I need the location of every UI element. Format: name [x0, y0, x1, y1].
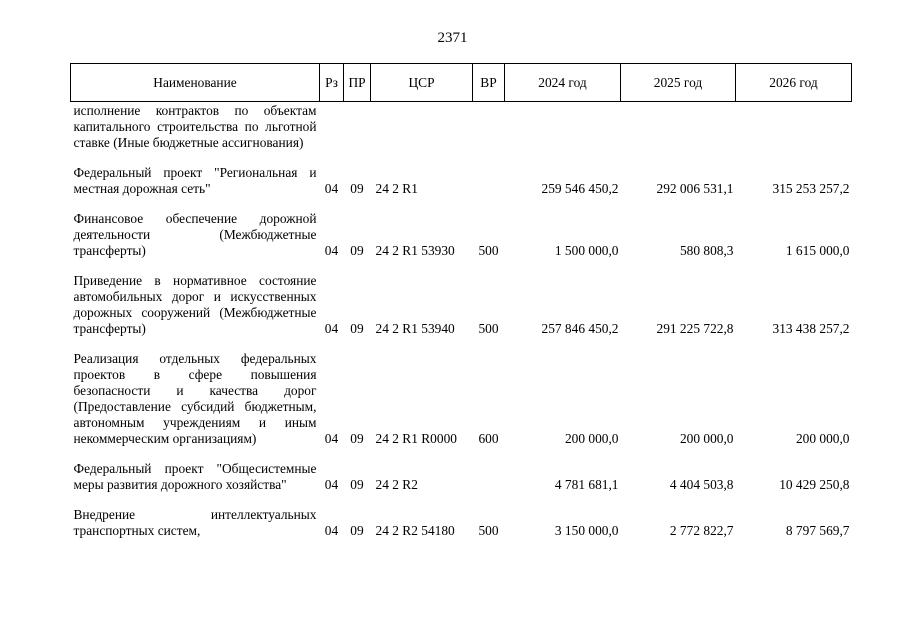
- row-name: Внедрение интеллектуальных транспортных систем,: [73, 507, 317, 538]
- row-2024: 259 546 450,2: [541, 181, 619, 196]
- row-2025: 292 006 531,1: [656, 181, 734, 196]
- row-pr: 09: [350, 523, 364, 538]
- column-header-name: Наименование: [71, 64, 320, 102]
- row-vr: 500: [478, 523, 499, 538]
- row-name: Федеральный проект "Общесистемные меры развития дорожного хозяйства": [73, 461, 317, 492]
- row-2026: 315 253 257,2: [772, 181, 850, 196]
- row-name: Реализация отдельных федеральных проектов в сфере повышения безопасности и качества дорог (Предоставление субсидий бюджетным, автономным учреждениям и иным некоммерческим организациям): [73, 351, 317, 446]
- row-csr: 24 2 R1 53940: [375, 321, 455, 336]
- column-header-vr: ВР: [473, 64, 505, 102]
- row-2026: 200 000,0: [795, 431, 850, 446]
- row-csr: 24 2 R1: [375, 181, 418, 196]
- row-2026: 8 797 569,7: [785, 523, 850, 538]
- table-row: [71, 447, 852, 493]
- row-name: Финансовое обеспечение дорожной деятельности (Межбюджетные трансферты): [73, 211, 317, 258]
- row-name: Приведение в нормативное состояние автомобильных дорог и искусственных дорожных сооружений (Межбюджетные трансферты): [73, 273, 317, 336]
- row-2025: 4 404 503,8: [669, 477, 734, 492]
- row-2024: 200 000,0: [564, 431, 619, 446]
- row-vr: [473, 447, 505, 493]
- row-2025: 291 225 722,8: [656, 321, 734, 336]
- row-vr: 600: [478, 431, 499, 446]
- row-csr: 24 2 R2: [375, 477, 418, 492]
- row-rz: 04: [324, 243, 339, 258]
- page-number: 2371: [437, 30, 468, 46]
- table-row: [71, 151, 852, 197]
- row-name: исполнение контрактов по объектам капитального строительства по льготной ставке (Иные бюджетные ассигнования): [73, 103, 317, 150]
- table-row: [71, 337, 852, 447]
- table-header: [71, 64, 852, 102]
- row-csr: 24 2 R2 54180: [375, 523, 455, 538]
- row-name: Федеральный проект "Региональная и местная дорожная сеть": [73, 165, 317, 196]
- row-rz: 04: [324, 477, 339, 492]
- row-vr: [473, 151, 505, 197]
- row-2025: 200 000,0: [679, 431, 734, 446]
- row-2025: [621, 102, 736, 152]
- row-pr: 09: [350, 321, 364, 336]
- row-pr: 09: [350, 181, 364, 196]
- row-vr: [473, 102, 505, 152]
- row-2024: 3 150 000,0: [554, 523, 619, 538]
- column-header-2026: 2026 год: [736, 64, 852, 102]
- row-csr: 24 2 R1 53930: [375, 243, 455, 258]
- column-header-csr: ЦСР: [371, 64, 473, 102]
- row-2026: 10 429 250,8: [779, 477, 850, 492]
- row-2025: 580 808,3: [679, 243, 734, 258]
- row-2024: 1 500 000,0: [554, 243, 619, 258]
- row-2026: [736, 102, 852, 152]
- table-row: [71, 197, 852, 259]
- row-rz: 04: [324, 321, 339, 336]
- row-pr: [344, 102, 371, 152]
- row-2024: 4 781 681,1: [554, 477, 619, 492]
- row-csr: [371, 102, 473, 152]
- row-csr: 24 2 R1 R0000: [375, 431, 457, 446]
- table-row: [71, 259, 852, 337]
- row-2025: 2 772 822,7: [669, 523, 734, 538]
- row-2024: 257 846 450,2: [541, 321, 619, 336]
- row-pr: 09: [350, 243, 364, 258]
- column-header-pr: ПР: [344, 64, 371, 102]
- row-pr: 09: [350, 431, 364, 446]
- table-row: [71, 102, 852, 152]
- row-rz: 04: [324, 431, 339, 446]
- column-header-rz: Рз: [320, 64, 344, 102]
- row-rz: 04: [324, 523, 339, 538]
- table-row: [71, 493, 852, 539]
- row-2026: 313 438 257,2: [772, 321, 850, 336]
- budget-table: [70, 63, 852, 539]
- row-vr: 500: [478, 321, 499, 336]
- column-header-2025: 2025 год: [621, 64, 736, 102]
- row-rz: [320, 102, 344, 152]
- column-header-2024: 2024 год: [505, 64, 621, 102]
- row-2026: 1 615 000,0: [785, 243, 850, 258]
- row-rz: 04: [324, 181, 339, 196]
- row-2024: [505, 102, 621, 152]
- row-vr: 500: [478, 243, 499, 258]
- row-pr: 09: [350, 477, 364, 492]
